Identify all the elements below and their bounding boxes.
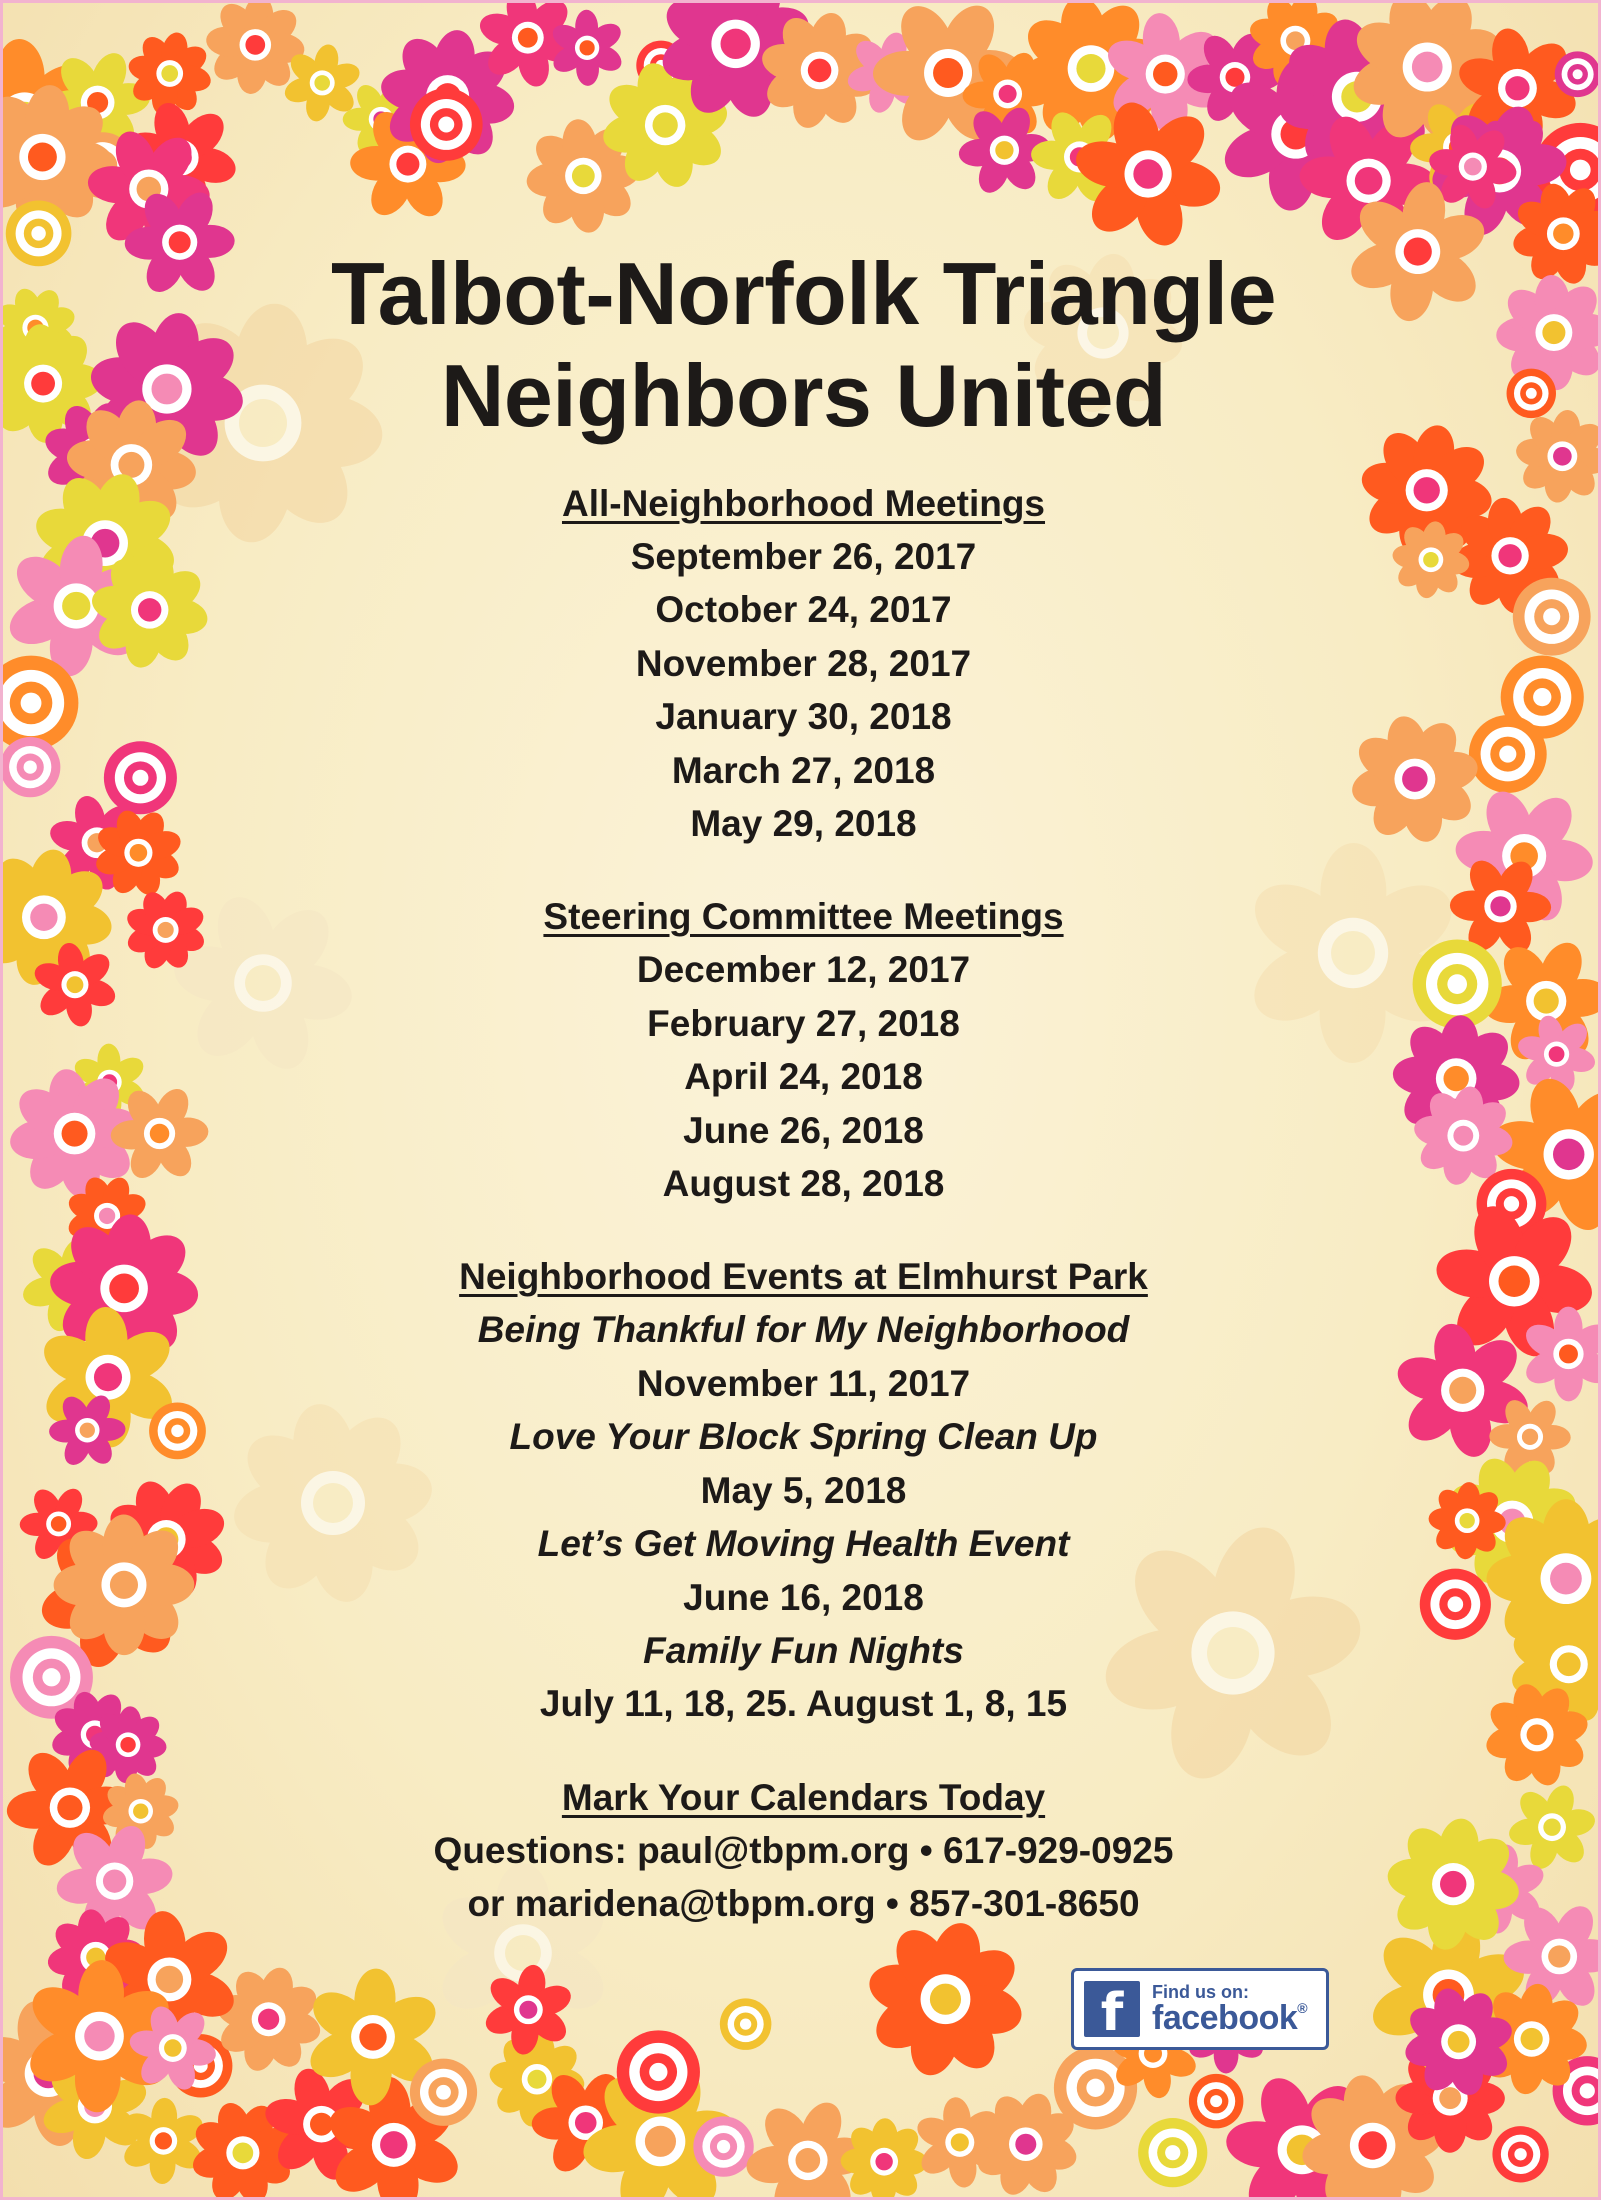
- registered-mark: ®: [1297, 2000, 1308, 2016]
- all-neighborhood-heading: All-Neighborhood Meetings: [561, 483, 1046, 524]
- all-neighborhood-section: [3, 477, 1601, 850]
- meeting-date: October 24, 2017: [655, 589, 952, 631]
- facebook-find-us-label: Find us on:: [1152, 1982, 1249, 2002]
- event-date: July 11, 18, 25. August 1, 8, 15: [539, 1683, 1068, 1725]
- facebook-badge[interactable]: [1071, 1968, 1329, 2050]
- ring-flower-icon: [617, 2030, 700, 2113]
- meeting-date: March 27, 2018: [671, 749, 936, 791]
- meeting-date: June 26, 2018: [683, 1109, 924, 1151]
- flower-icon: [205, 3, 306, 96]
- events-section: [3, 1250, 1601, 1730]
- meeting-date: December 12, 2017: [636, 949, 971, 991]
- ring-flower-icon: [1138, 2118, 1207, 2187]
- calendar-heading: Mark Your Calendars Today: [561, 1776, 1046, 1818]
- ring-flower-icon: [1054, 2046, 1137, 2129]
- events-heading: Neighborhood Events at Elmhurst Park: [459, 1256, 1148, 1298]
- event-date: June 16, 2018: [683, 1576, 924, 1618]
- facebook-wordmark-text: facebook: [1152, 1999, 1298, 2037]
- meeting-date: September 26, 2017: [630, 536, 977, 577]
- page-title: [3, 243, 1601, 447]
- event-date: May 5, 2018: [700, 1469, 907, 1511]
- meeting-date: February 27, 2018: [647, 1002, 960, 1044]
- contact-section: [3, 1771, 1601, 1931]
- event-date: November 11, 2017: [636, 1362, 971, 1404]
- flyer-content: [3, 243, 1601, 1931]
- event-name: Family Fun Nights: [643, 1629, 964, 1671]
- ring-flower-icon: [1492, 2126, 1548, 2182]
- title-line-2: Neighbors United: [440, 346, 1167, 445]
- ring-flower-icon: [410, 88, 483, 161]
- event-name: Let’s Get Moving Health Event: [537, 1523, 1070, 1565]
- meeting-date: November 28, 2017: [635, 642, 972, 684]
- event-name: Being Thankful for My Neighborhood: [477, 1309, 1130, 1351]
- ring-flower-icon: [410, 2059, 477, 2126]
- event-name: Love Your Block Spring Clean Up: [509, 1416, 1098, 1458]
- contact-line-2: or maridena@tbpm.org • 857-301-8650: [467, 1883, 1140, 1925]
- facebook-badge-text: [1152, 1983, 1307, 2035]
- flower-icon: [840, 2118, 927, 2200]
- steering-committee-section: [3, 890, 1601, 1210]
- meeting-date: May 29, 2018: [690, 803, 917, 845]
- meeting-date: January 30, 2018: [655, 696, 952, 738]
- flower-icon: [864, 1918, 1026, 2080]
- ring-flower-icon: [693, 2116, 753, 2176]
- facebook-wordmark: [1152, 2001, 1307, 2035]
- steering-committee-heading: Steering Committee Meetings: [543, 896, 1064, 938]
- ring-flower-icon: [1189, 2074, 1244, 2129]
- contact-line-1: Questions: paul@tbpm.org • 617-929-0925: [433, 1829, 1174, 1871]
- ring-flower-icon: [1555, 51, 1601, 97]
- meeting-date: August 28, 2018: [662, 1163, 945, 1205]
- facebook-f-icon: f: [1084, 1981, 1140, 2037]
- ring-flower-icon: [720, 1998, 772, 2050]
- title-line-1: Talbot-Norfolk Triangle: [330, 244, 1277, 343]
- meeting-date: April 24, 2018: [684, 1056, 923, 1098]
